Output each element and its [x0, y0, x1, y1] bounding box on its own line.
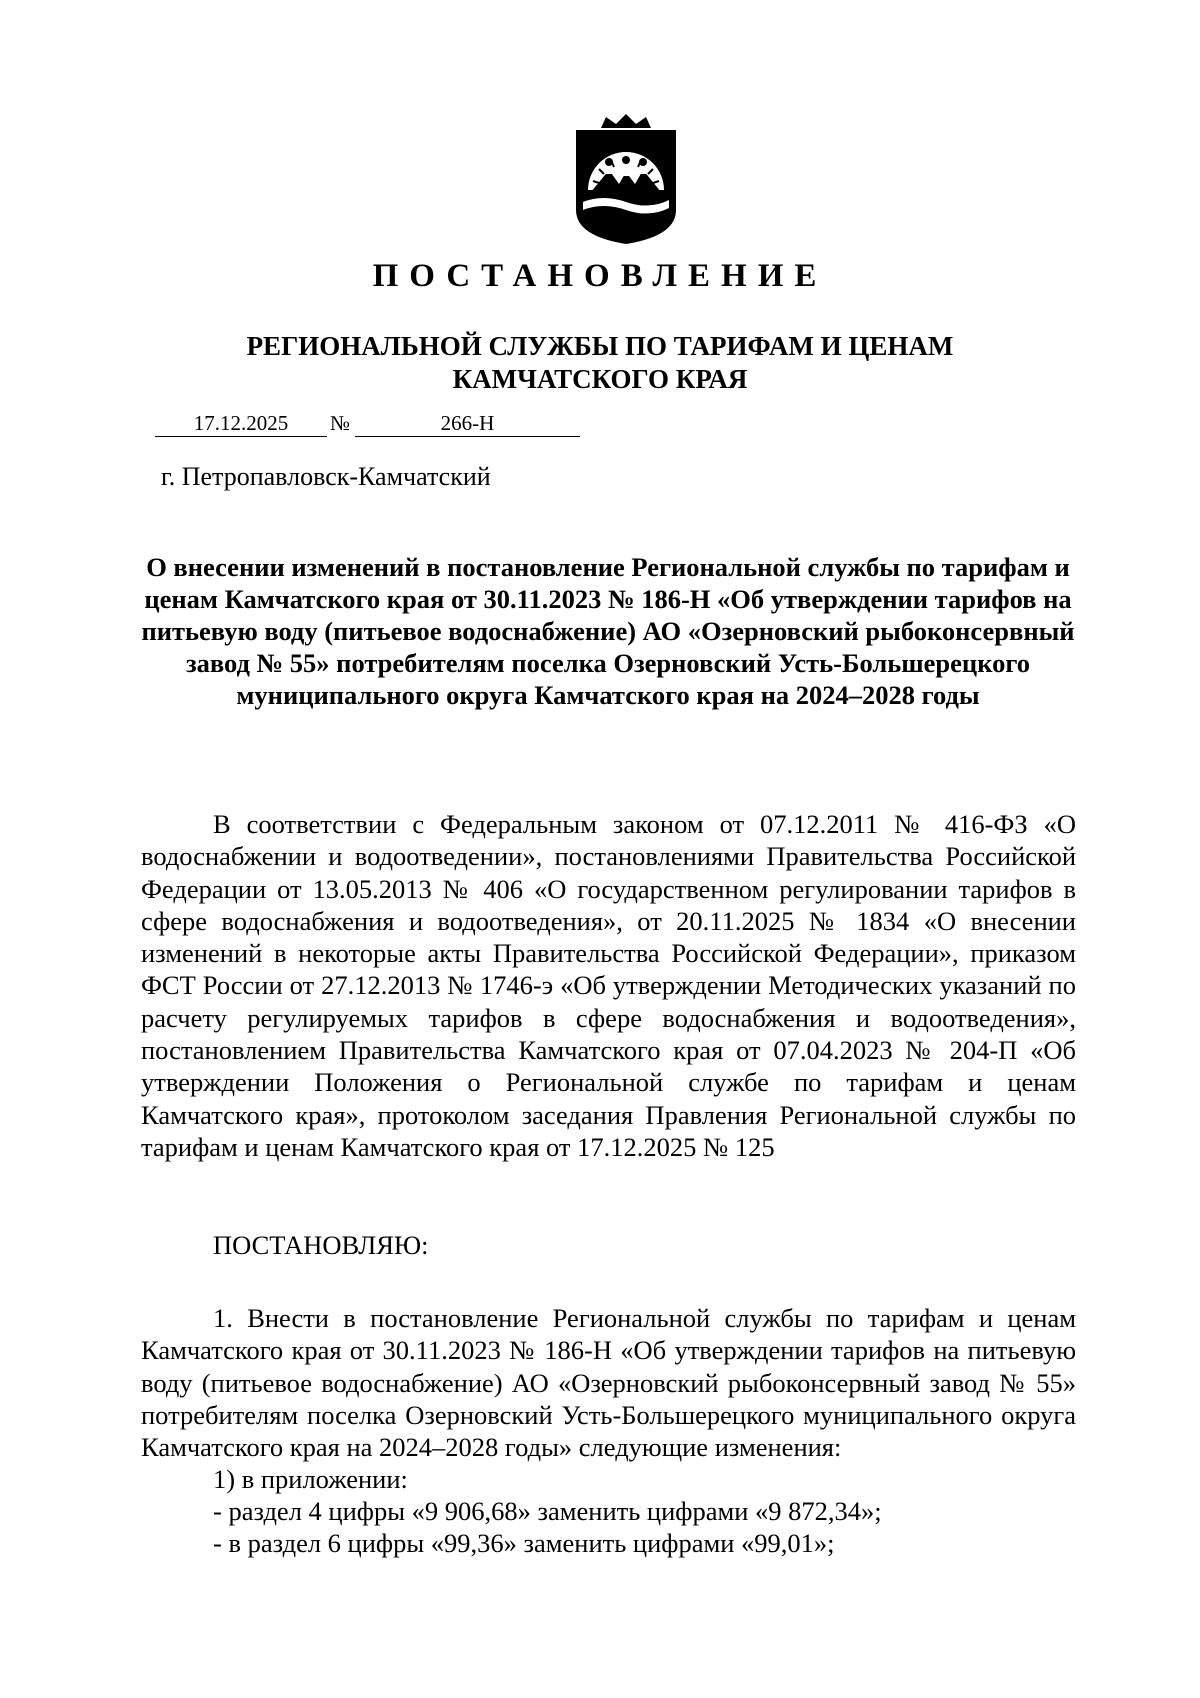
- point-1-subitem: 1) в приложении:: [213, 1464, 408, 1494]
- document-number: 266-Н: [355, 410, 580, 437]
- authority-line-1: РЕГИОНАЛЬНОЙ СЛУЖБЫ ПО ТАРИФАМ И ЦЕНАМ: [246, 331, 954, 361]
- change-item-2: - в раздел 6 цифры «99,36» заменить цифрами «99,01»;: [213, 1528, 835, 1558]
- change-item-1: - раздел 4 цифры «9 906,68» заменить цифрами «9 872,34»;: [213, 1496, 882, 1526]
- document-type-heading: ПОСТАНОВЛЕНИЕ: [372, 258, 828, 294]
- authority-line-2: КАМЧАТСКОГО КРАЯ: [452, 364, 748, 394]
- decree-word: ПОСТАНОВЛЯЮ:: [213, 1230, 429, 1260]
- kamchatka-coat-of-arms-icon: [573, 112, 679, 246]
- document-subject: О внесении изменений в постановление Региональной службы по тарифам и ценам Камчатского края от 30.11.2023 № 186-Н «Об утверждении тарифов на питьевую воду (питьевое водоснабжение) АО «Озерновский рыбоконсервный завод № 55» потребителям поселка Озерновский Усть-Большерецкого муниципального округа Камчатского края на 2024–2028 годы: [141, 552, 1075, 710]
- issuing-authority: [0, 330, 1200, 396]
- city-of-issue: г. Петропавловск-Камчатский: [161, 462, 491, 491]
- document-date: 17.12.2025: [155, 410, 327, 437]
- number-sign: №: [330, 411, 351, 435]
- preamble-paragraph: В соответствии с Федеральным законом от 07.12.2011 № 416-ФЗ «О водоснабжении и водоотведении», постановлениями Правительства Российской Федерации от 13.05.2013 № 406 «О государственном регулировании тарифов в сфере водоснабжения и водоотведения», от 20.11.2025 № 1834 «О внесении изменений в некоторые акты Правительства Российской Федерации», приказом ФСТ России от 27.12.2013 № 1746-э «Об утверждении Методических указаний по расчету регулируемых тарифов в сфере водоснабжения и водоотведения», постановлением Правительства Камчатского края от 07.04.2023 № 204-П «Об утверждении Положения о Региональной службе по тарифам и ценам Камчатского края», протоколом заседания Правления Региональной службы по тарифам и ценам Камчатского края от 17.12.2025 № 125: [141, 809, 1076, 1162]
- point-1-paragraph: 1. Внести в постановление Региональной службы по тарифам и ценам Камчатского края от 30.11.2023 № 186-Н «Об утверждении тарифов на питьевую воду (питьевое водоснабжение) АО «Озерновский рыбоконсервный завод № 55» потребителям поселка Озерновский Усть-Большерецкого муниципального округа Камчатского края на 2024–2028 годы» следующие изменения:: [141, 1303, 1076, 1463]
